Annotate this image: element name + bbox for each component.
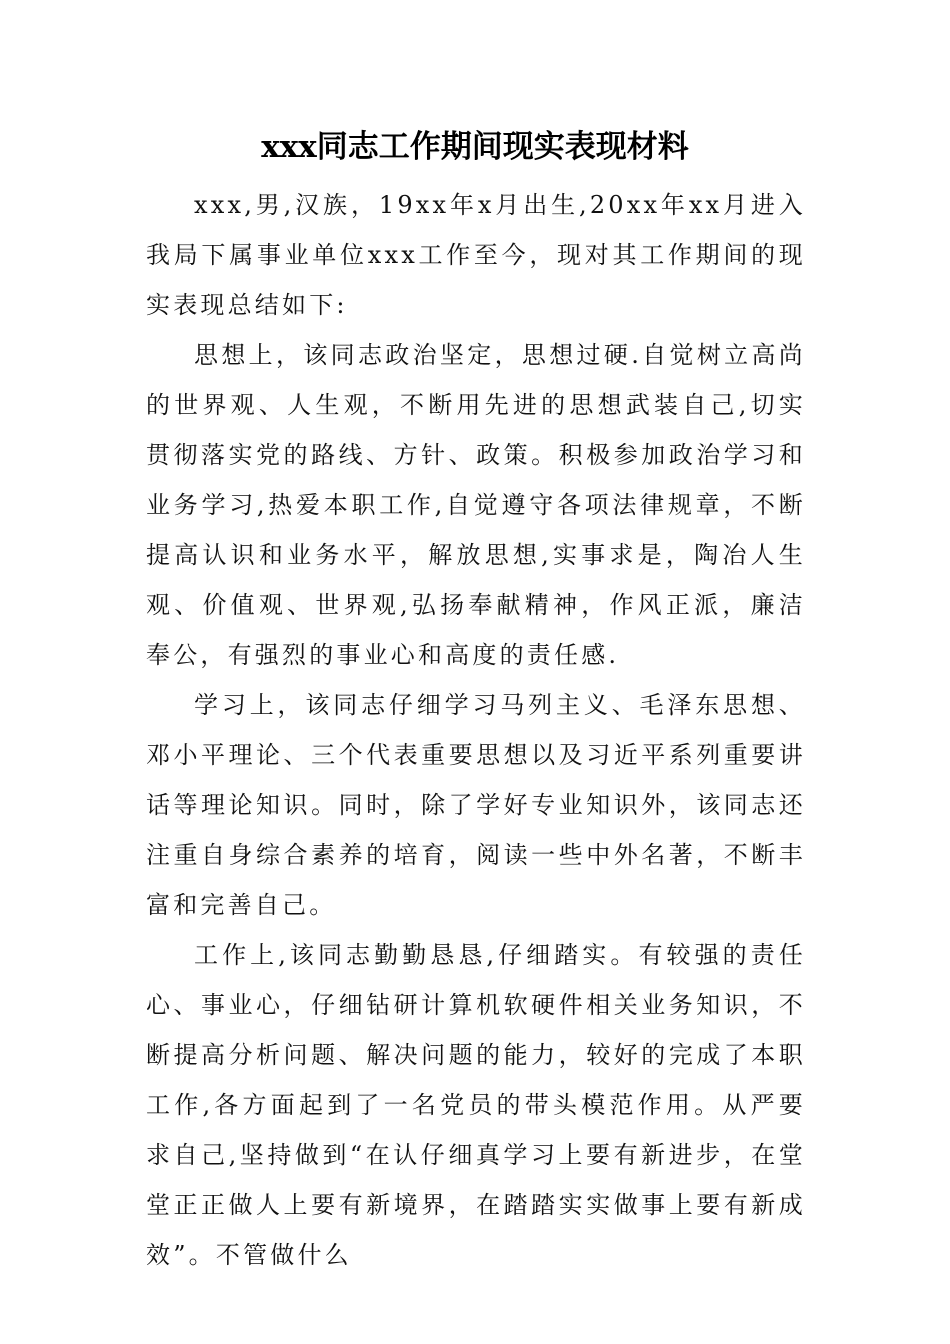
paragraph-intro: xxx,男,汉族，19xx年x月出生,20xx年xx月进入我局下属事业单位xxx工作至今，现对其工作期间的现实表现总结如下: xyxy=(146,191,806,319)
paragraph-ideology: 思想上，该同志政治坚定，思想过硬.自觉树立高尚的世界观、人生观，不断用先进的思想武装自己,切实贯彻落实党的路线、方针、政策。积极参加政治学习和业务学习,热爱本职工作,自觉遵守各项法律规章，不断提高认识和业务水平，解放思想,实事求是，陶冶人生观、价值观、世界观,弘扬奉献精神，作风正派，廉洁奉公，有强烈的事业心和高度的责任感. xyxy=(146,341,806,669)
document-title: xxx同志工作期间现实表现材料 xyxy=(261,129,689,165)
paragraph-work: 工作上,该同志勤勤恳恳,仔细踏实。有较强的责任心、事业心，仔细钻研计算机软硬件相关业务知识，不断提高分析问题、解决问题的能力，较好的完成了本职工作,各方面起到了一名党员的带头模范作用。从严要求自己,坚持做到“在认仔细真学习上要有新进步，在堂堂正正做人上要有新境界，在踏踏实实做事上要有新成效”。不管做什么 xyxy=(146,941,806,1269)
paragraph-study: 学习上，该同志仔细学习马列主义、毛泽东思想、邓小平理论、三个代表重要思想以及习近平系列重要讲话等理论知识。同时，除了学好专业知识外，该同志还注重自身综合素养的培育，阅读一些中外名著，不断丰富和完善自己。 xyxy=(146,691,806,919)
document-body xyxy=(146,180,806,1280)
